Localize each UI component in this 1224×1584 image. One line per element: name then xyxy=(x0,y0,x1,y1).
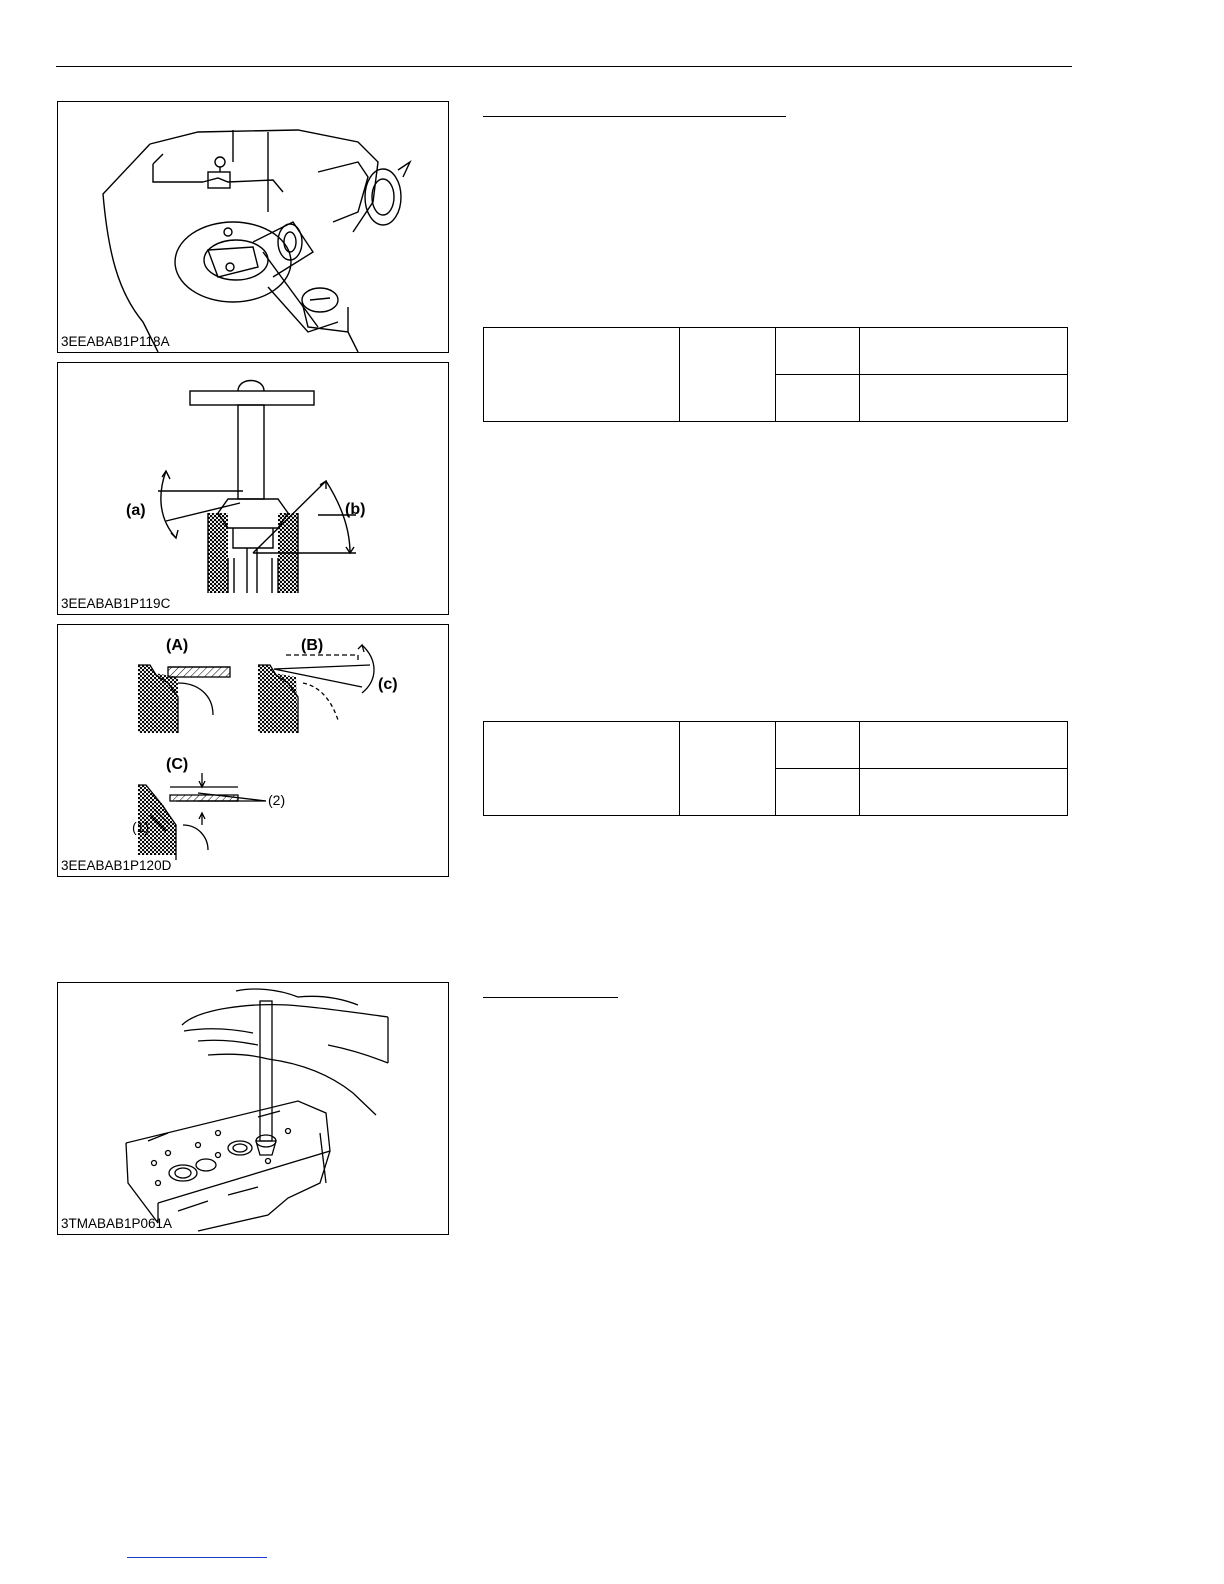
table-cell xyxy=(680,328,776,422)
table-cell xyxy=(776,769,860,816)
table-row xyxy=(484,722,1068,769)
table-cell xyxy=(776,375,860,422)
table-cell xyxy=(484,722,680,816)
table-cell xyxy=(680,722,776,816)
figure-seat-cutter xyxy=(57,362,449,615)
figure-valve-lapping xyxy=(57,982,449,1235)
seat-cutter-illustration xyxy=(58,363,449,615)
valve-lapping-illustration xyxy=(58,983,449,1235)
angle-label-c: (c) xyxy=(378,676,398,693)
figure-code: 3EEABAB1P119C xyxy=(61,596,171,611)
label-2: (2) xyxy=(268,792,286,808)
angle-label-a: (a) xyxy=(126,502,146,519)
figure-code: 3EEABAB1P118A xyxy=(61,334,170,349)
label-A: (A) xyxy=(166,637,189,654)
label-B: (B) xyxy=(301,637,324,654)
angle-label-b: (b) xyxy=(345,501,366,518)
valve-refacer-illustration xyxy=(58,102,449,353)
table-cell xyxy=(860,722,1068,769)
table-cell xyxy=(484,328,680,422)
table-cell xyxy=(860,328,1068,375)
section-heading-rule xyxy=(483,116,786,117)
spec-table xyxy=(483,721,1068,816)
figure-valve-refacer xyxy=(57,101,449,353)
table-row xyxy=(484,328,1068,375)
figure-code: 3TMABAB1P061A xyxy=(61,1216,173,1231)
spec-table xyxy=(483,327,1068,422)
label-C: (C) xyxy=(166,756,189,773)
header-rule xyxy=(56,66,1072,67)
footer-link-rule[interactable] xyxy=(127,1557,267,1558)
section-heading-rule xyxy=(483,997,618,998)
label-1: (1) xyxy=(132,819,150,835)
figure-code: 3EEABAB1P120D xyxy=(61,858,172,873)
table-cell xyxy=(860,375,1068,422)
figure-seat-contact xyxy=(57,624,449,877)
table-cell xyxy=(776,722,860,769)
table-cell xyxy=(860,769,1068,816)
table-cell xyxy=(776,328,860,375)
seat-contact-illustration xyxy=(58,625,449,877)
